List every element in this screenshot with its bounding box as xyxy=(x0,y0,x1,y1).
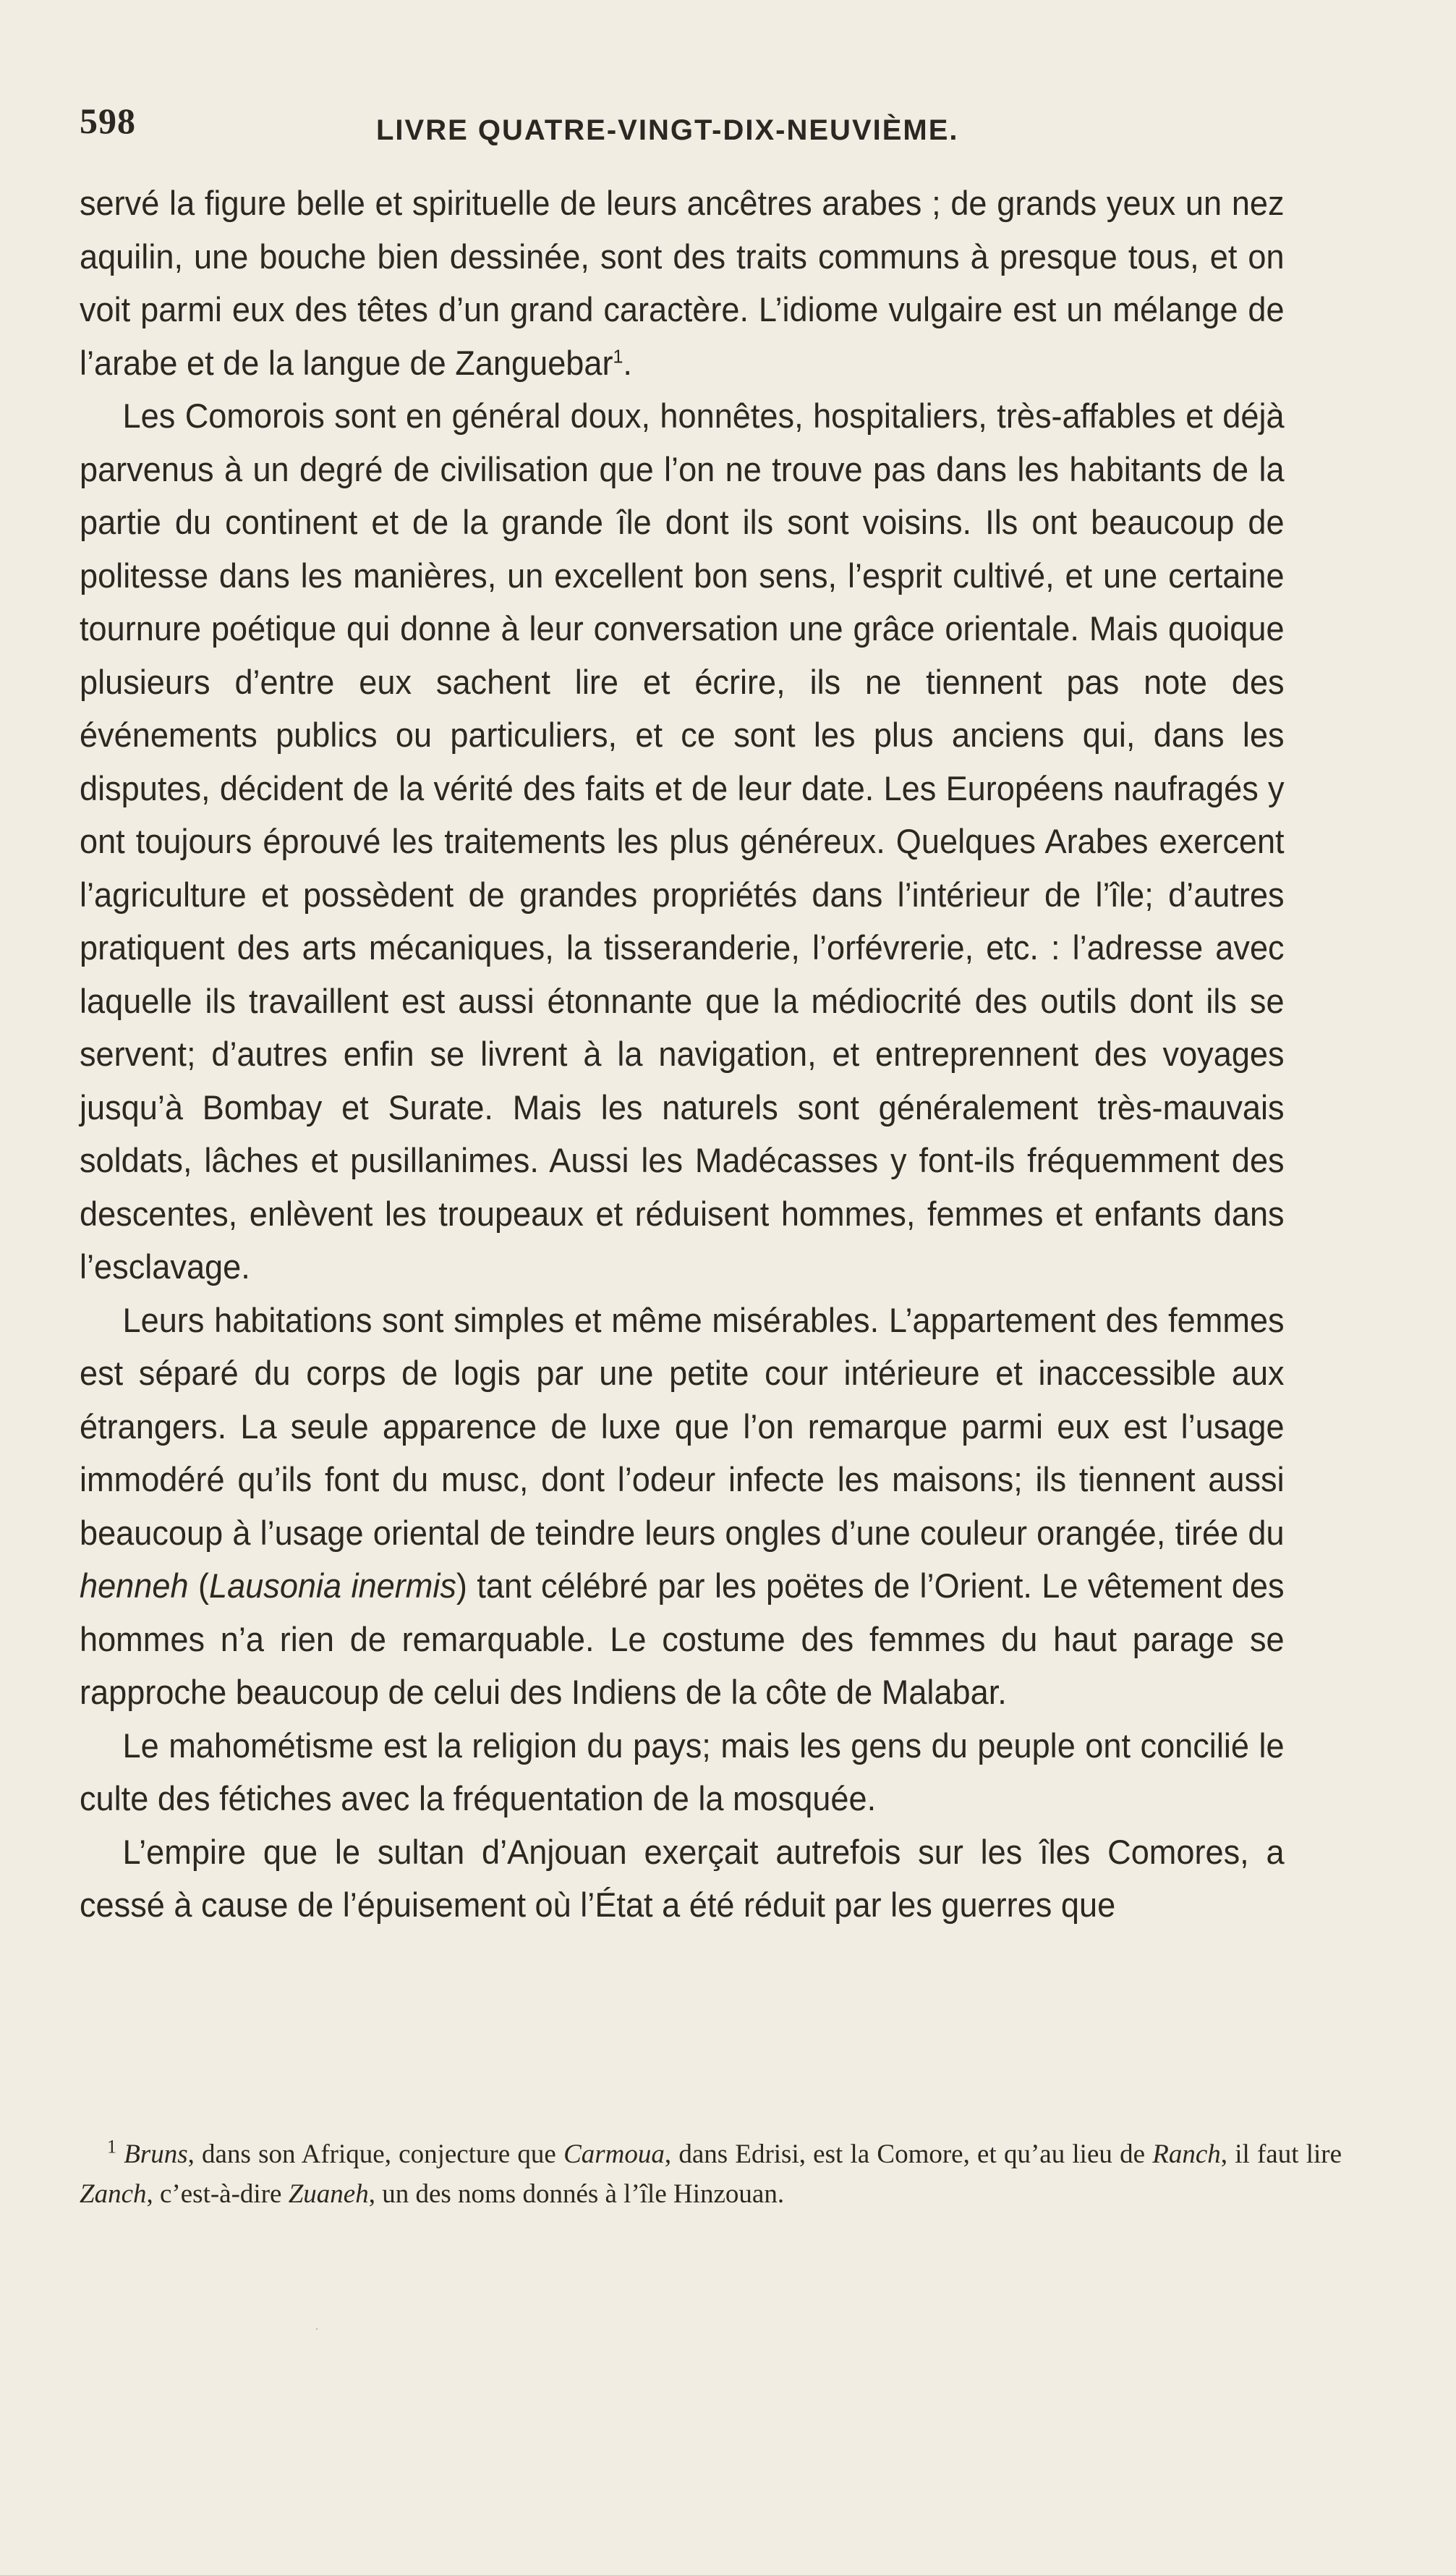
paragraph-4: Le mahométisme est la religion du pays; mais les gens du peuple ont concilié le culte des fétiches avec la fréquentation de la mosquée. xyxy=(80,1726,1285,1817)
page-header xyxy=(80,103,1382,153)
open-paren: ( xyxy=(197,1566,209,1605)
page-number: 598 xyxy=(80,101,136,141)
running-head: LIVRE QUATRE-VINGT-DIX-NEUVIÈME. xyxy=(376,114,959,146)
footnote-marker: 1 xyxy=(107,2136,116,2158)
paragraph-3-continuation: tant célébré par les poëtes de l’Orient. Le vêtement des hommes n’a rien de remarquable. Le costume des femmes du haut parage se rapproche beaucoup de celui des Indiens de la côte de Malabar. xyxy=(80,1566,1285,1711)
footnote-part-3: , il faut lire xyxy=(1220,2139,1342,2169)
footnote-author: Bruns xyxy=(124,2139,188,2169)
footnote-term-zanch: Zanch xyxy=(80,2179,147,2209)
main-text xyxy=(80,177,1285,1932)
footnote-part-2: , dans Edrisi, est la Comore, et qu’au lieu de xyxy=(664,2139,1153,2169)
paragraph-5: L’empire que le sultan d’Anjouan exerçait autrefois sur les îles Comores, a cessé à cause de l’épuisement où l’État a été réduit par les guerres que xyxy=(80,1832,1285,1924)
footnote xyxy=(80,2134,1342,2214)
paragraph-1-text: servé la figure belle et spirituelle de leurs ancêtres arabes ; de grands yeux un nez aquilin, une bouche bien dessinée, sont des traits communs à presque tous, et on voit parmi eux des têtes d’un grand caractère. L’idiome vulgaire est un mélange de l’arabe et de la langue de Zanguebar xyxy=(80,184,1285,382)
paragraph-2: Les Comorois sont en général doux, honnêtes, hospitaliers, très-affables et déjà parvenus à un degré de civilisation que l’on ne trouve pas dans les habitants de la partie du continent et de la grande île dont ils sont voisins. Ils ont beaucoup de politesse dans les manières, un excellent bon sens, l’esprit cultivé, et une certaine tournure poétique qui donne à leur conversation une grâce orientale. Mais quoique plusieurs d’entre eux sachent lire et écrire, ils ne tiennent pas note des événements publics ou particuliers, et ce sont les plus anciens qui, dans les disputes, décident de la vérité des faits et de leur date. Les Européens naufragés y ont toujours éprouvé les traitements les plus généreux. Quelques Arabes exercent l’agriculture et possèdent de grandes propriétés dans l’intérieur de l’île; d’autres pratiquent des arts mécaniques, la tisseranderie, l’orfévrerie, etc. : l’adresse avec laquelle ils travaillent est aussi étonnante que la médiocrité des outils dont ils se servent; d’autres enfin se livrent à la navigation, et entreprennent des voyages jusqu’à Bombay et Surate. Mais les naturels sont généralement très-mauvais soldats, lâches et pusillanimes. Aussi les Madécasses y font-ils fréquemment des descentes, enlèvent les troupeaux et réduisent hommes, femmes et enfants dans l’esclavage. xyxy=(80,396,1285,1286)
paragraph-3 xyxy=(80,1294,1285,1719)
paragraph-1: servé la figure belle et spirituelle de leurs ancêtres arabes ; de grands yeux un nez aquilin, une bouche bien dessinée, sont des traits communs à presque tous, et on voit parmi eux des têtes d’un grand caractère. L’idiome vulgaire est un mélange de l’arabe et de la langue de Zanguebar$^1$. xyxy=(80,184,1285,382)
paragraph-3-text: Leurs habitations sont simples et même misérables. L’appartement des femmes est séparé du corps de logis par une petite cour intérieure et inaccessible aux étrangers. La seule apparence de luxe que l’on remarque parmi eux est l’usage immodéré qu’ils font du musc, dont l’odeur infecte les maisons; ils tiennent aussi beaucoup à l’usage oriental de teindre leurs ongles d’une couleur orangée, tirée du xyxy=(80,1300,1285,1552)
footnote-part-4: , c’est-à-dire xyxy=(146,2179,289,2209)
footnote-text xyxy=(80,2134,1342,2214)
footnote-term-zuaneh: Zuaneh xyxy=(288,2179,369,2209)
footnote-part-1: , dans son Afrique, conjecture que xyxy=(187,2139,564,2169)
henneh-term: henneh xyxy=(80,1566,189,1605)
paper-speck xyxy=(316,2328,318,2330)
lausonia-term: Lausonia inermis xyxy=(208,1566,456,1605)
footnote-part-5: , un des noms donnés à l’île Hinzouan. xyxy=(368,2179,785,2209)
footnote-reference: 1 xyxy=(613,344,623,367)
footnote-term-carmoua: Carmoua xyxy=(563,2139,665,2169)
close-paren: ) xyxy=(456,1566,467,1605)
footnote-term-ranch: Ranch xyxy=(1152,2139,1221,2169)
